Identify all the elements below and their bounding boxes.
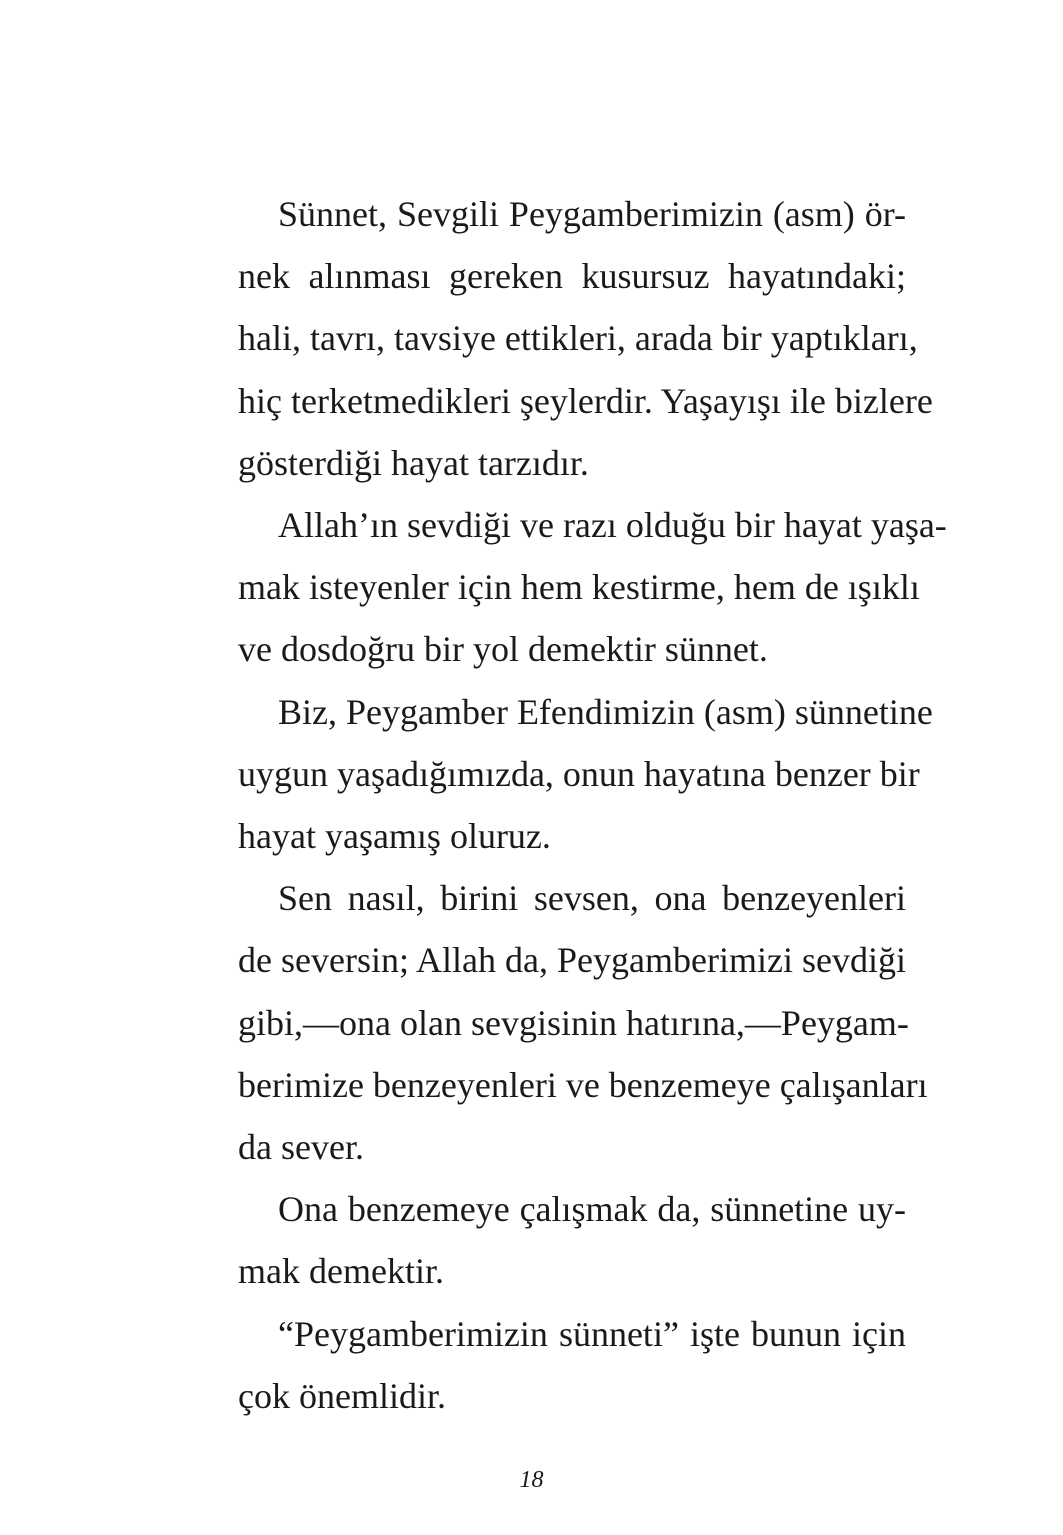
text-line: Allah’ın sevdiği ve razı olduğu bir hayat yaşa- bbox=[278, 505, 947, 546]
text-line: hali, tavrı, tavsiye ettikleri, arada bir yaptıkları, bbox=[238, 318, 918, 359]
text-line: Sen nasıl, birini sevsen, ona benzeyenleri bbox=[278, 878, 906, 919]
paragraph bbox=[198, 1303, 906, 1427]
paragraph bbox=[198, 867, 928, 1178]
text-line: gösterdiği hayat tarzıdır. bbox=[238, 442, 589, 483]
text-line: da sever. bbox=[238, 1127, 364, 1168]
page-number: 18 bbox=[519, 1467, 544, 1493]
text-line: berimize benzeyenleri ve benzemeye çalışanları bbox=[238, 1064, 928, 1105]
text-line: çok önemlidir. bbox=[238, 1375, 446, 1416]
text-line: de seversin; Allah da, Peygamberimizi sevdiği bbox=[238, 940, 906, 981]
text-line: mak isteyenler için hem kestirme, hem de ışıklı bbox=[238, 567, 920, 608]
text-line: Ona benzemeye çalışmak da, sünnetine uy- bbox=[278, 1189, 906, 1230]
paragraph bbox=[198, 1178, 906, 1302]
text-line: hiç terketmedikleri şeylerdir. Yaşayışı ile bizlere bbox=[238, 380, 933, 421]
text-line: mak demektir. bbox=[238, 1251, 444, 1292]
text-line: hayat yaşamış oluruz. bbox=[238, 816, 551, 857]
text-line: uygun yaşadığımızda, onun hayatına benzer bir bbox=[238, 753, 920, 794]
paragraph bbox=[198, 494, 947, 681]
text-line: “Peygamberimizin sünneti” işte bunun için bbox=[278, 1313, 906, 1354]
body-text bbox=[198, 183, 947, 1427]
paragraph bbox=[198, 681, 933, 868]
text-line: Biz, Peygamber Efendimizin (asm) sünnetine bbox=[278, 691, 933, 732]
text-line: gibi,—ona olan sevgisinin hatırına,—Peygam- bbox=[238, 1002, 909, 1043]
text-line: nek alınması gereken kusursuz hayatındaki; bbox=[238, 256, 906, 297]
text-line: Sünnet, Sevgili Peygamberimizin (asm) ör- bbox=[278, 194, 906, 234]
text-line: ve dosdoğru bir yol demektir sünnet. bbox=[238, 629, 768, 670]
paragraph bbox=[198, 183, 933, 494]
